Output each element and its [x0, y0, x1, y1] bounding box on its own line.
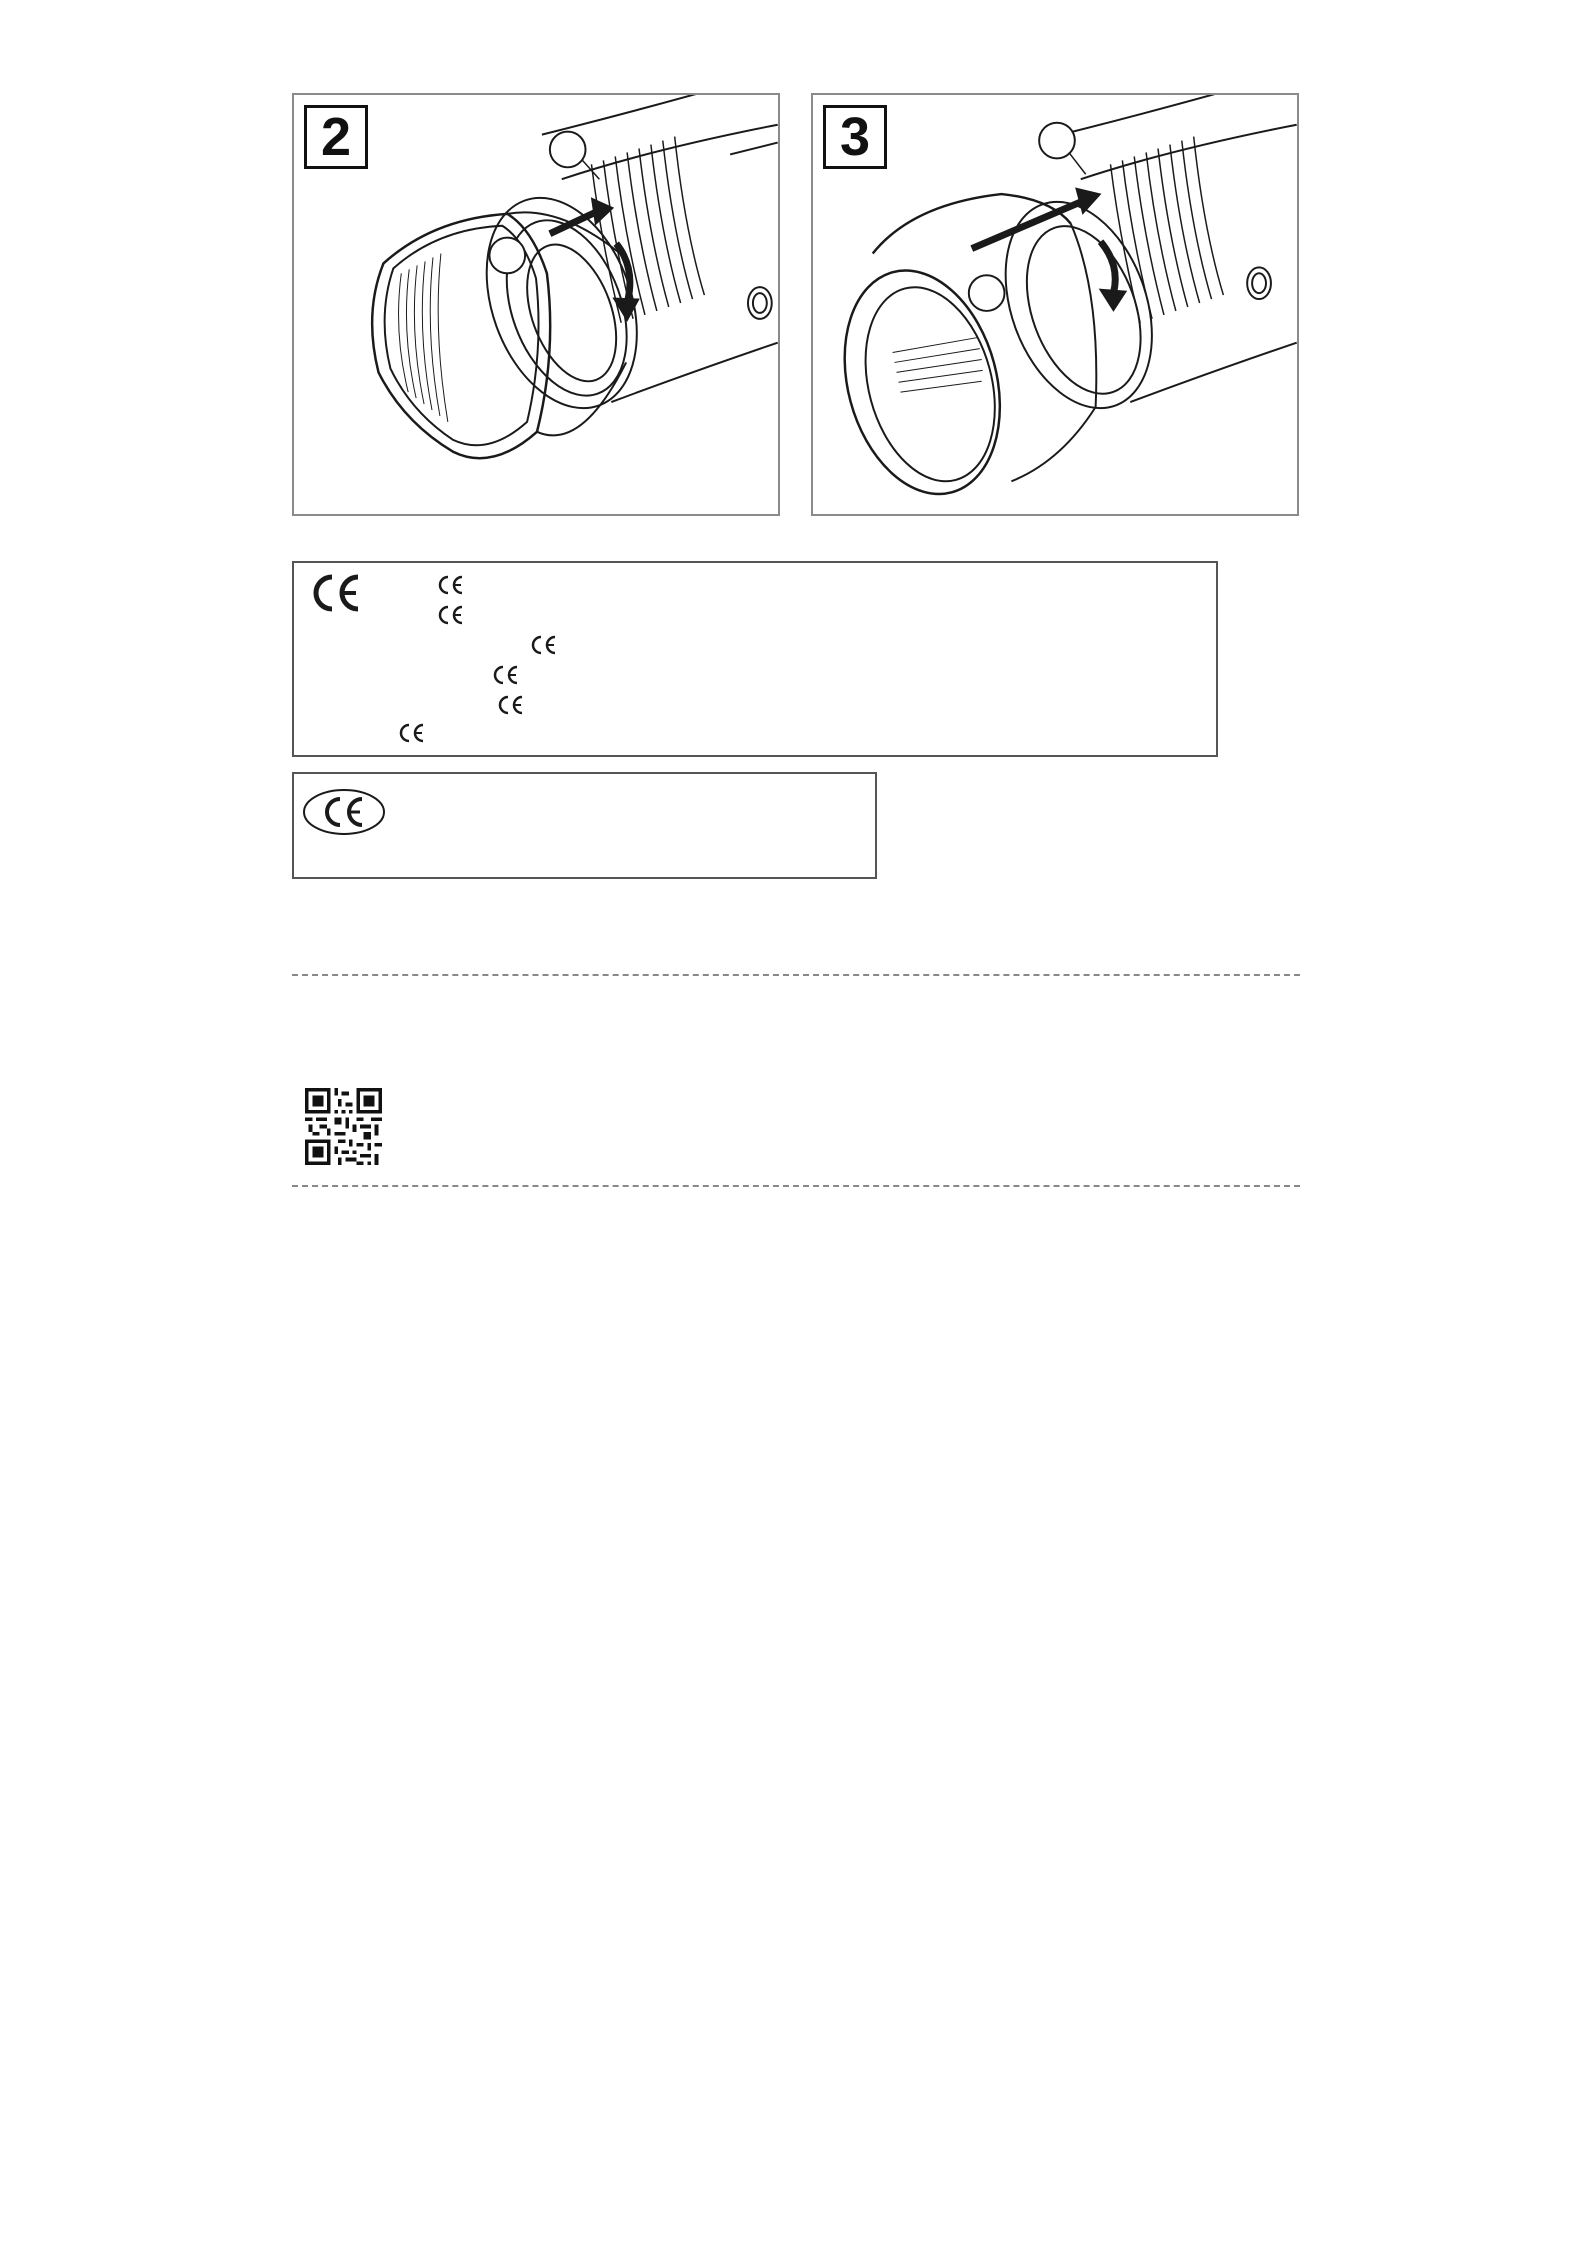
step-2-number: 2: [304, 105, 368, 169]
ce-mark-icon: [437, 605, 465, 625]
ce-oval-box: [292, 772, 877, 879]
ce-mark-icon: [310, 573, 364, 613]
ce-mark-icon: [437, 575, 465, 595]
qr-code-icon[interactable]: [305, 1088, 382, 1165]
ce-mark-icon: [398, 723, 426, 743]
step-3-illustration: [811, 93, 1299, 516]
step-2-illustration: [292, 93, 780, 516]
ce-oval-mark-icon: [302, 788, 386, 836]
ce-mark-icon: [492, 665, 520, 685]
ce-mark-icon: [497, 695, 525, 715]
ce-mark-icon: [530, 635, 558, 655]
dashed-divider-top: [292, 974, 1300, 976]
dashed-divider-bottom: [292, 1185, 1300, 1187]
ce-declaration-box: [292, 561, 1218, 757]
step-3-number: 3: [823, 105, 887, 169]
